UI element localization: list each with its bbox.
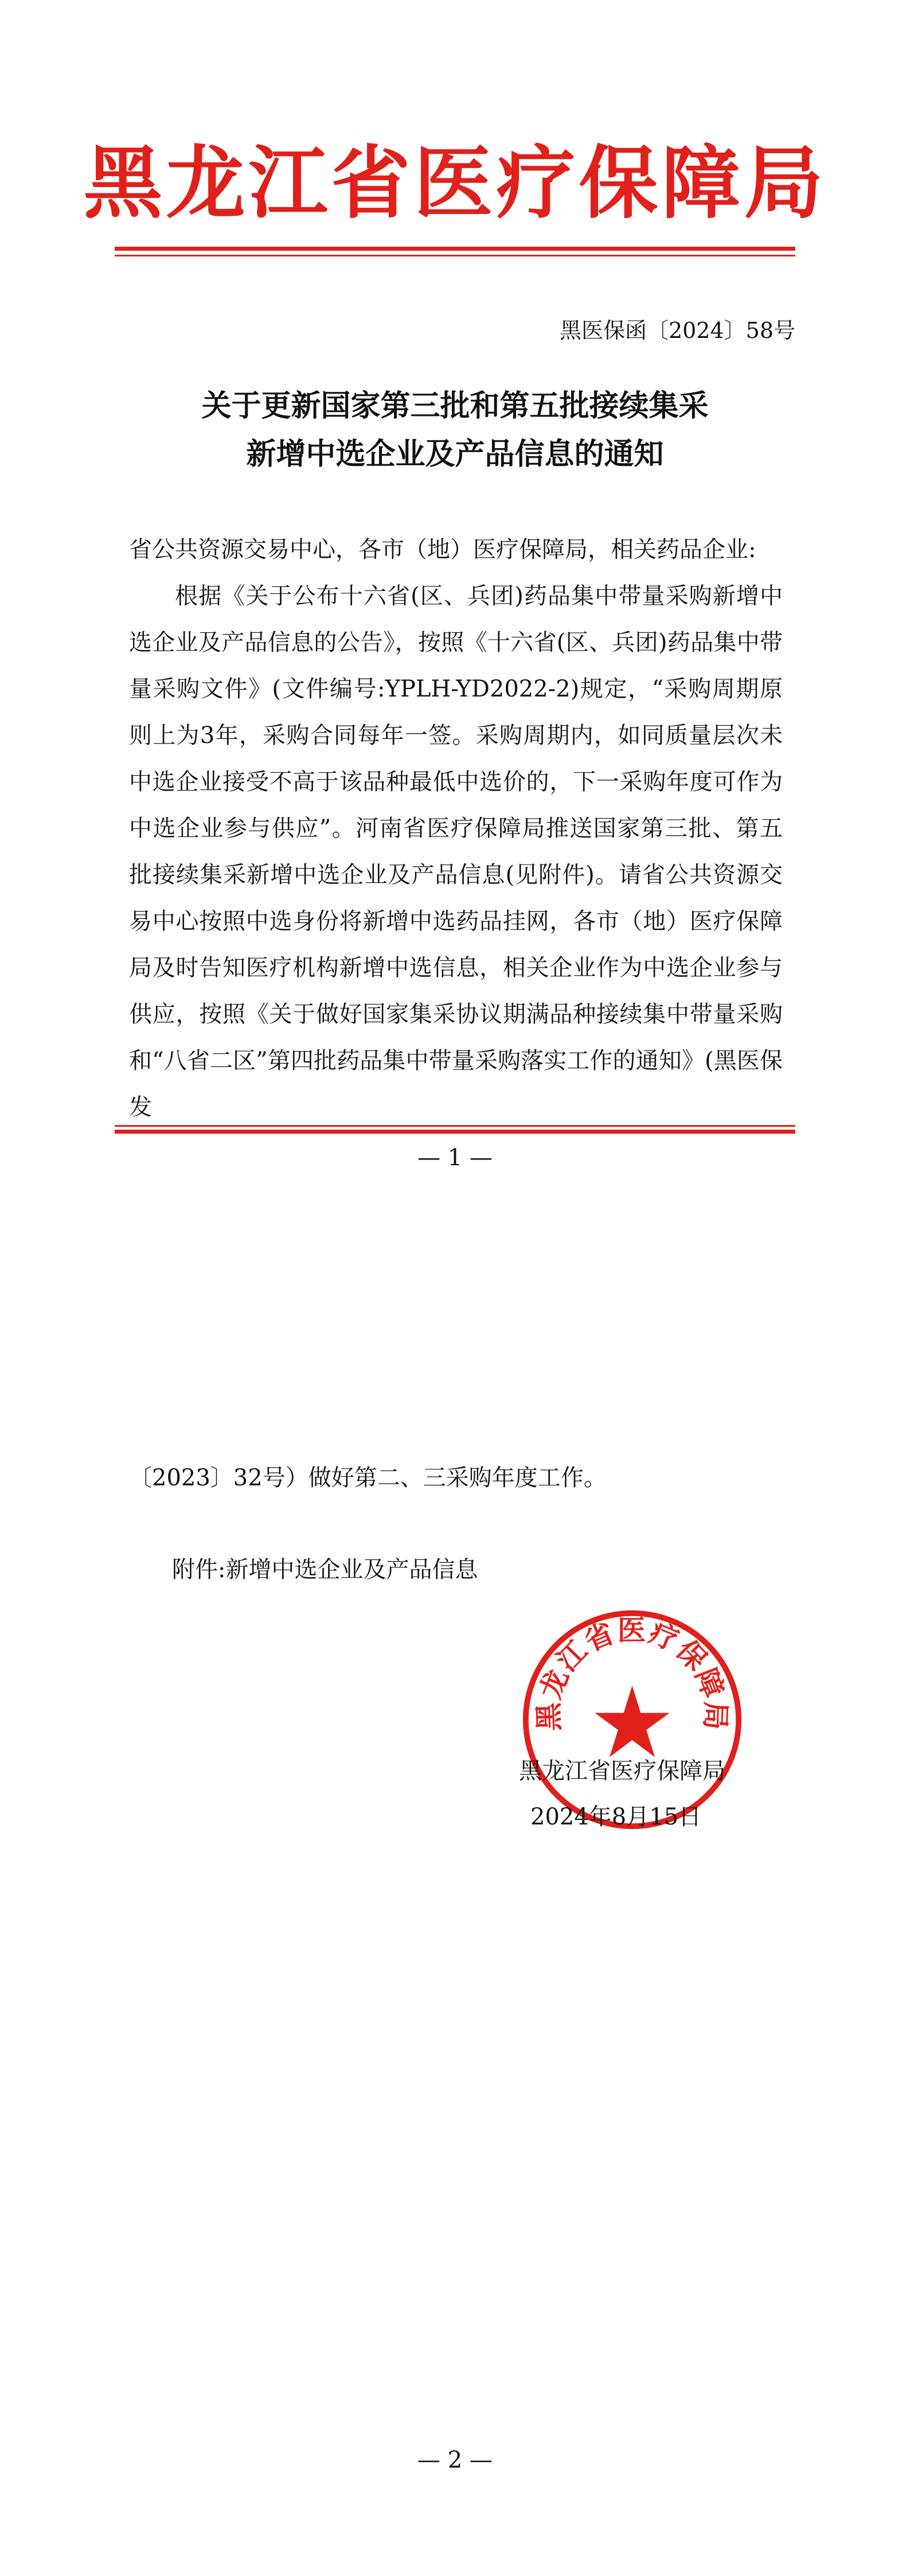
document-title-line-1: 关于更新国家第三批和第五批接续集采	[201, 388, 709, 423]
document-number: 黑医保函〔2024〕58号	[559, 318, 795, 343]
footer-red-rule-thin	[115, 1125, 795, 1127]
body-paragraph-page-1: 根据《关于公布十六省(区、兵团)药品集中带量采购新增中选企业及产品信息的公告》，按照《十六省(区、兵团)药品集中带量采购文件》(文件编号:YPLH-YD2022-2)规定，“采购周期原则上为3年，采购合同每年一签。采购周期内，如同质量层次未中选企业接受不高于该品种最低中选价的，下一采购年度可作为中选企业参与供应”。河南省医疗保障局推送国家第三批、第五批接续集采新增中选企业及产品信息(见附件)。请省公共资源交易中心按照中选身份将新增中选药品挂网，各市（地）医疗保障局及时告知医疗机构新增中选信息，相关企业作为中选企业参与供应，按照《关于做好国家集采协议期满品种接续集中带量采购和“八省二区”第四批药品集中带量采购落实工作的通知》(黑医保发	[129, 583, 783, 1120]
footer-red-rule-thick	[115, 1130, 795, 1134]
header-red-rule-thin	[115, 255, 795, 256]
page-number-2: — 2 —	[417, 2447, 493, 2473]
document-title-line-2: 新增中选企业及产品信息的通知	[246, 437, 664, 472]
signature-date: 2024年8月15日	[530, 1804, 702, 1830]
agency-header-title: 黑龙江省医疗保障局	[83, 136, 827, 229]
svg-text:黑龙江省医疗保障局: 黑龙江省医疗保障局	[532, 1613, 733, 1731]
header-red-rule-thick	[115, 247, 795, 251]
signature-organization: 黑龙江省医疗保障局	[519, 1758, 725, 1784]
page-number-1: — 1 —	[417, 1145, 493, 1171]
addressee: 省公共资源交易中心，各市（地）医疗保障局，相关药品企业:	[129, 536, 756, 563]
body-paragraph-page-2: 〔2023〕32号）做好第二、三采购年度工作。	[129, 1465, 607, 1491]
attachment-note: 附件:新增中选企业及产品信息	[172, 1557, 478, 1583]
